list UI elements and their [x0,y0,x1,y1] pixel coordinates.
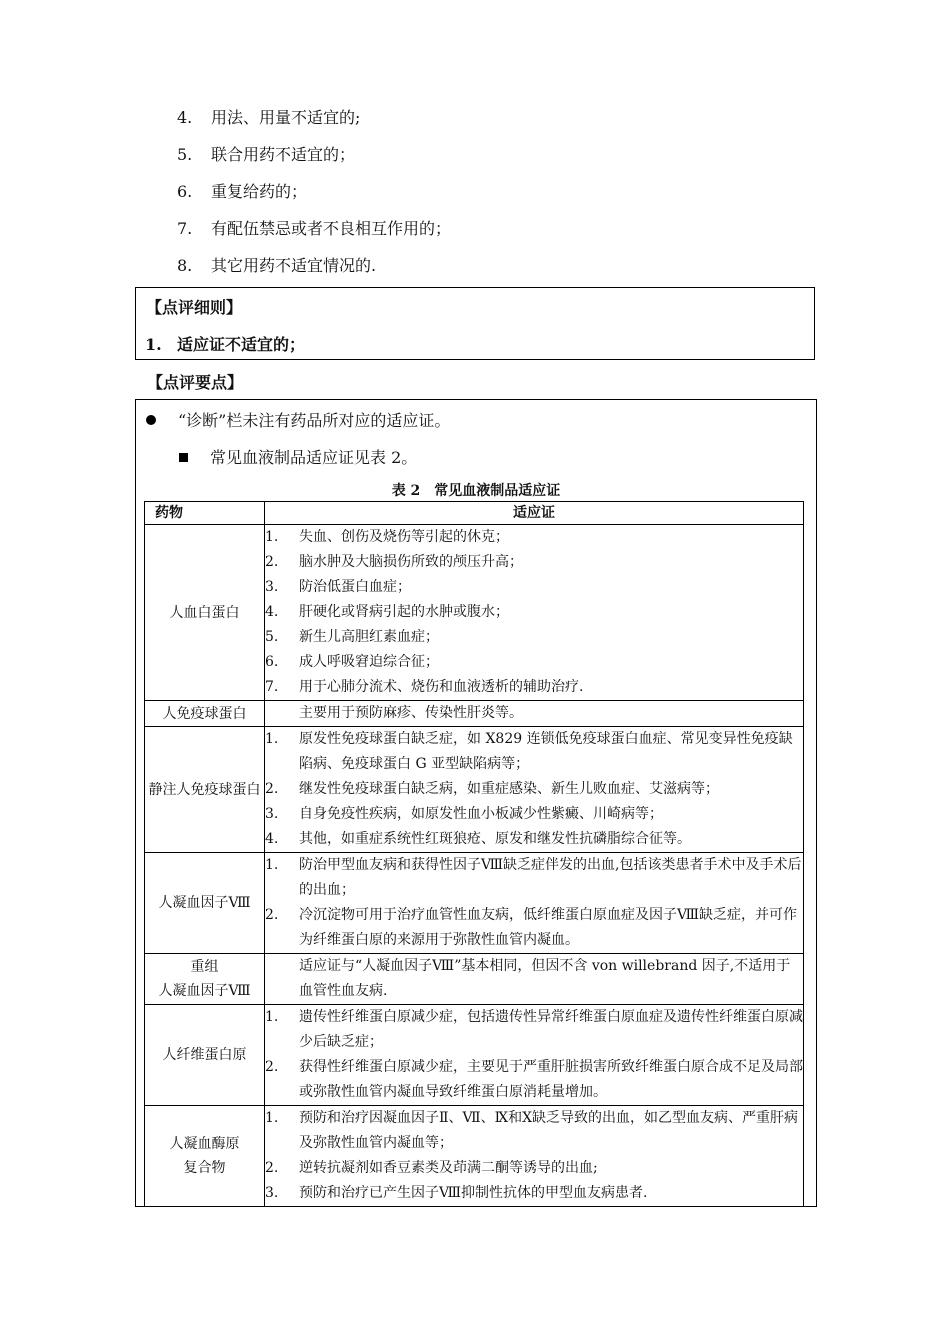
drug-name-cell: 重组 人凝血因子Ⅷ [145,954,265,1005]
list-item [177,213,451,250]
indication-cell [265,1106,804,1207]
table-header-row [145,502,804,525]
detail-item [145,332,305,355]
table-caption: 表 2 常见血液制品适应证 [391,483,561,499]
square-bullet-icon [179,453,188,462]
indication-item [265,1106,803,1156]
list-text: 用法、用量不适宜的; [211,108,361,127]
indication-text: 新生儿高胆红素血症； [299,629,439,645]
list-number: 5. [177,145,193,164]
indication-text: 主要用于预防麻疹、传染性肝炎等。 [299,705,523,721]
key-points-box [135,399,817,1207]
indication-cell [265,525,804,701]
indication-number: 4. [265,604,279,620]
indication-item [265,802,803,827]
list-number: 7. [177,219,193,238]
list-item [177,139,451,176]
indication-text: 脑水肿及大脑损伤所致的颅压升高； [299,554,523,570]
indication-item [265,550,803,575]
indication-text: 肝硬化或肾病引起的水肿或腹水； [299,604,509,620]
table-row [145,1106,804,1207]
indication-cell [265,853,804,954]
table-row [145,853,804,954]
unsuitable-criteria-list [177,102,451,287]
table-body [145,525,804,1207]
indication-text: 原发性免疫球蛋白缺乏症，如 X829 连锁低免疫球蛋白血症、常见变异性免疫缺陷病、免疫球蛋白 G 亚型缺陷病等； [299,731,793,772]
table-row [145,525,804,701]
indication-item [265,650,803,675]
indication-item [265,575,803,600]
table-row [145,701,804,727]
indication-item [265,1181,803,1206]
bullet-text: “诊断”栏未注有药品所对应的适应证。 [178,411,451,430]
detail-item-number: 1. [145,335,162,354]
sub-bullet-item [179,445,417,468]
indication-item [265,525,803,550]
indication-text: 预防和治疗因凝血因子Ⅱ、Ⅶ、Ⅸ和Ⅹ缺乏导致的出血，如乙型血友病、严重肝病及弥散性血管内凝血等； [299,1110,799,1151]
indication-text: 冷沉淀物可用于治疗血管性血友病，低纤维蛋白原血症及因子Ⅷ缺乏症，并可作为纤维蛋白原的来源用于弥散性血管内凝血。 [299,907,798,948]
review-detail-box [135,287,815,360]
list-number: 8. [177,256,193,275]
indication-number: 3. [265,1185,279,1201]
indication-text: 预防和治疗已产生因子Ⅷ抑制性抗体的甲型血友病患者. [299,1185,648,1201]
sub-bullet-text: 常见血液制品适应证见表 2。 [210,448,418,467]
column-header-drug: 药物 [145,502,265,525]
indication-text: 遗传性纤维蛋白原减少症，包括遗传性异常纤维蛋白原血症及遗传性纤维蛋白原减少后缺乏症； [299,1009,803,1050]
detail-heading: 【点评细则】 [146,298,243,317]
indication-item [265,600,803,625]
indication-text: 自身免疫性疾病，如原发性血小板减少性紫癜、川崎病等； [299,806,663,822]
drug-name-cell: 人免疫球蛋白 [145,701,265,727]
drug-name-cell: 人凝血酶原 复合物 [145,1106,265,1207]
list-item [177,176,451,213]
indication-item [265,675,803,700]
blood-product-indication-table [144,501,804,1207]
key-points-heading: 【点评要点】 [147,373,244,392]
indication-item [265,777,803,802]
indication-number: 2. [265,1059,279,1075]
bullet-item [146,408,450,431]
indication-text: 逆转抗凝剂如香豆素类及茚满二酮等诱导的出血; [299,1160,598,1176]
drug-name-cell: 人血白蛋白 [145,525,265,701]
table-row [145,954,804,1005]
indication-number: 1. [265,731,279,747]
indication-item [265,727,803,777]
indication-number: 3. [265,579,279,595]
table-row [145,727,804,853]
indication-text: 失血、创伤及烧伤等引起的休克； [299,529,509,545]
drug-name-cell: 人凝血因子Ⅷ [145,853,265,954]
indication-text: 防治低蛋白血症； [299,579,411,595]
detail-item-text: 适应证不适宜的； [177,335,306,354]
indication-number: 2. [265,907,279,923]
list-text: 联合用药不适宜的； [211,145,356,164]
indication-cell [265,701,804,727]
indication-item [265,625,803,650]
drug-name-cell: 人纤维蛋白原 [145,1005,265,1106]
indication-item [265,903,803,953]
indication-text: 获得性纤维蛋白原减少症，主要见于严重肝脏损害所致纤维蛋白原合成不足及局部或弥散性血管内凝血导致纤维蛋白原消耗量增加。 [299,1059,803,1100]
indication-number: 7. [265,679,279,695]
indication-text: 成人呼吸窘迫综合征； [299,654,439,670]
indication-cell [265,1005,804,1106]
indication-number: 3. [265,806,279,822]
indication-item [265,1156,803,1181]
indication-item [265,853,803,903]
bullet-dot-icon [146,415,156,425]
drug-name-cell: 静注人免疫球蛋白 [145,727,265,853]
list-number: 4. [177,108,193,127]
list-text: 重复给药的； [211,182,308,201]
column-header-indication: 适应证 [265,502,804,525]
list-text: 有配伍禁忌或者不良相互作用的； [211,219,452,238]
indication-number: 2. [265,781,279,797]
list-item [177,250,451,287]
indication-item [265,827,803,852]
indication-item [265,1055,803,1105]
indication-item [265,1005,803,1055]
indication-number: 5. [265,629,279,645]
indication-number: 2. [265,554,279,570]
indication-number: 1. [265,529,279,545]
indication-number: 6. [265,654,279,670]
indication-number: 1. [265,1009,279,1025]
indication-text: 用于心肺分流术、烧伤和血液透析的辅助治疗. [299,679,584,695]
list-text: 其它用药不适宜情况的. [211,256,377,275]
list-number: 6. [177,182,193,201]
list-item [177,102,451,139]
indication-cell [265,727,804,853]
indication-number: 1. [265,1110,279,1126]
indication-text: 继发性免疫球蛋白缺乏病，如重症感染、新生儿败血症、艾滋病等； [299,781,719,797]
indication-text: 其他，如重症系统性红斑狼疮、原发和继发性抗磷脂综合征等。 [299,831,691,847]
indication-text: 防治甲型血友病和获得性因子Ⅷ缺乏症伴发的出血,包括该类患者手术中及手术后的出血； [299,857,802,898]
indication-number: 1. [265,857,279,873]
indication-number: 2. [265,1160,279,1176]
indication-cell [265,954,804,1005]
table-row [145,1005,804,1106]
indication-number: 4. [265,831,279,847]
indication-text: 适应证与“人凝血因子Ⅷ”基本相同，但因不含 von willebrand 因子,不适用于血管性血友病. [299,958,791,999]
